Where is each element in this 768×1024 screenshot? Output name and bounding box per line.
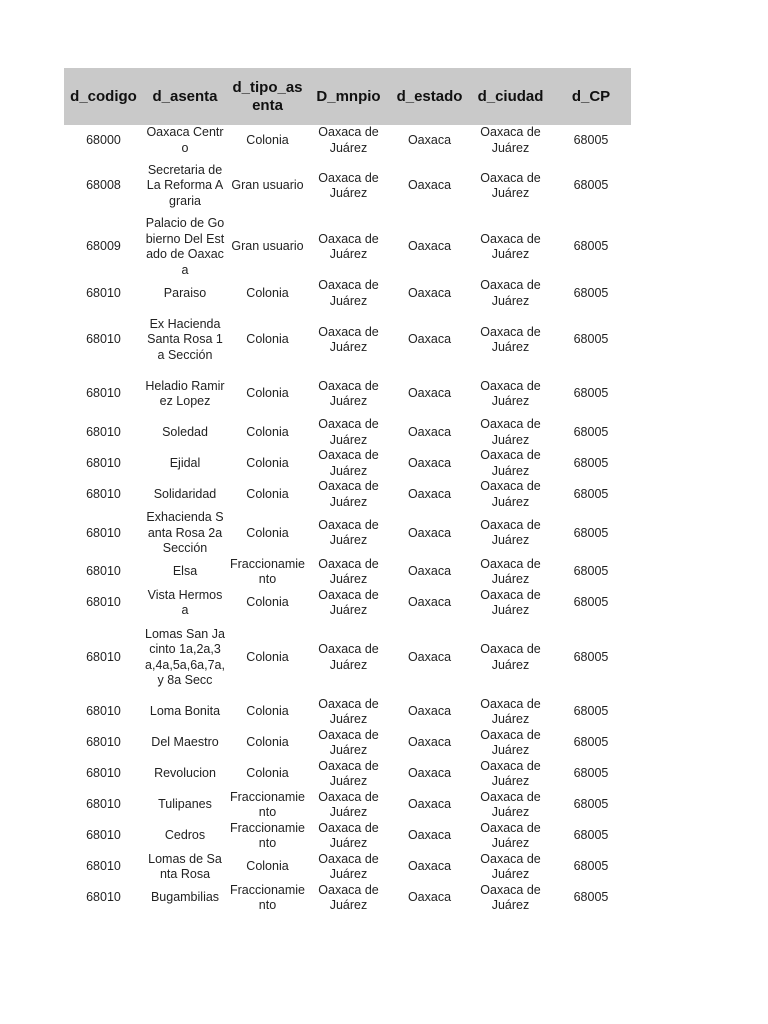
cell-d-cp: 68005 xyxy=(573,424,609,439)
cell-d-asenta: Del Maestro xyxy=(151,735,219,750)
cell-d-mnpio: Oaxaca de Juárez xyxy=(318,231,379,261)
cell-d-asenta: Revolucion xyxy=(154,766,216,781)
table-row xyxy=(64,883,631,914)
cell-d-asenta: Exhacienda Santa Rosa 2a Sección xyxy=(146,510,224,555)
cell-d-codigo: 68010 xyxy=(86,735,121,750)
cell-d-estado: Oaxaca xyxy=(407,178,452,193)
cell-d-cp: 68005 xyxy=(573,766,609,781)
cell-d-ciudad: Oaxaca de Juárez xyxy=(480,851,541,881)
header-d-tipo-asenta: d_tipo_as enta xyxy=(227,68,308,125)
cell-d-ciudad: Oaxaca de Juárez xyxy=(480,642,541,672)
header-row xyxy=(64,68,631,125)
cell-d-cp: 68005 xyxy=(573,735,609,750)
cell-d-tipo-asenta: Fraccionamie nto xyxy=(229,556,306,586)
cell-d-mnpio: Oaxaca de Juárez xyxy=(318,696,379,726)
cell-d-ciudad: Oaxaca de Juárez xyxy=(480,417,541,447)
cell-d-ciudad: Oaxaca de Juárez xyxy=(480,727,541,757)
postal-code-table-page xyxy=(64,68,631,914)
table-row xyxy=(64,821,631,852)
cell-d-tipo-asenta: Fraccionamie nto xyxy=(229,820,306,850)
cell-d-mnpio: Oaxaca de Juárez xyxy=(318,479,379,509)
cell-d-asenta: Lomas San Jacinto 1a,2a,3a,4a,5a,6a,7a, y 8a Secc xyxy=(145,626,225,687)
cell-d-codigo: 68010 xyxy=(86,564,121,579)
table-row xyxy=(64,588,631,619)
cell-d-mnpio: Oaxaca de Juárez xyxy=(318,448,379,478)
cell-d-mnpio: Oaxaca de Juárez xyxy=(318,727,379,757)
cell-d-cp: 68005 xyxy=(573,649,609,664)
cell-d-ciudad: Oaxaca de Juárez xyxy=(480,820,541,850)
cell-d-codigo: 68010 xyxy=(86,525,121,540)
cell-d-mnpio: Oaxaca de Juárez xyxy=(318,820,379,850)
cell-d-mnpio: Oaxaca de Juárez xyxy=(318,324,379,354)
cell-d-cp: 68005 xyxy=(573,332,609,347)
header-d-codigo: d_codigo xyxy=(64,68,143,125)
cell-d-estado: Oaxaca xyxy=(407,285,452,300)
table-row xyxy=(64,759,631,790)
cell-d-tipo-asenta: Gran usuario xyxy=(231,239,304,254)
cell-d-mnpio: Oaxaca de Juárez xyxy=(318,278,379,308)
cell-d-cp: 68005 xyxy=(573,386,609,401)
cell-d-tipo-asenta: Colonia xyxy=(246,525,289,540)
cell-d-codigo: 68010 xyxy=(86,386,121,401)
table-row xyxy=(64,371,631,417)
table-header xyxy=(64,68,631,125)
cell-d-asenta: Secretaria de La Reforma Agraria xyxy=(146,162,224,208)
cell-d-mnpio: Oaxaca de Juárez xyxy=(318,851,379,881)
cell-d-cp: 68005 xyxy=(573,595,609,610)
cell-d-codigo: 68009 xyxy=(86,239,121,254)
cell-d-ciudad: Oaxaca de Juárez xyxy=(480,231,541,261)
cell-d-ciudad: Oaxaca de Juárez xyxy=(480,378,541,408)
postal-code-table xyxy=(64,68,631,914)
cell-d-tipo-asenta: Fraccionamie nto xyxy=(229,882,306,912)
cell-d-asenta: Lomas de Santa Rosa xyxy=(148,851,222,881)
cell-d-cp: 68005 xyxy=(573,525,609,540)
cell-d-mnpio: Oaxaca de Juárez xyxy=(318,125,379,155)
cell-d-estado: Oaxaca xyxy=(407,595,452,610)
cell-d-asenta: Oaxaca Centro xyxy=(146,125,224,155)
table-row xyxy=(64,448,631,479)
cell-d-estado: Oaxaca xyxy=(407,890,452,905)
cell-d-estado: Oaxaca xyxy=(407,386,452,401)
table-row xyxy=(64,619,631,697)
cell-d-codigo: 68010 xyxy=(86,595,121,610)
cell-d-estado: Oaxaca xyxy=(407,735,452,750)
cell-d-codigo: 68010 xyxy=(86,455,121,470)
cell-d-ciudad: Oaxaca de Juárez xyxy=(480,448,541,478)
cell-d-mnpio: Oaxaca de Juárez xyxy=(318,587,379,617)
cell-d-asenta: Tulipanes xyxy=(158,797,212,812)
cell-d-estado: Oaxaca xyxy=(407,797,452,812)
cell-d-estado: Oaxaca xyxy=(407,486,452,501)
cell-d-estado: Oaxaca xyxy=(407,564,452,579)
cell-d-cp: 68005 xyxy=(573,564,609,579)
cell-d-cp: 68005 xyxy=(573,486,609,501)
cell-d-asenta: Ejidal xyxy=(169,455,201,470)
cell-d-cp: 68005 xyxy=(573,239,609,254)
cell-d-asenta: Heladio Ramirez Lopez xyxy=(145,378,225,408)
cell-d-tipo-asenta: Colonia xyxy=(246,735,289,750)
cell-d-asenta: Palacio de Gobierno Del Estado de Oaxaca xyxy=(145,216,225,277)
cell-d-codigo: 68010 xyxy=(86,766,121,781)
table-row xyxy=(64,790,631,821)
cell-d-estado: Oaxaca xyxy=(407,525,452,540)
header-d-estado: d_estado xyxy=(389,68,470,125)
cell-d-estado: Oaxaca xyxy=(407,332,452,347)
cell-d-ciudad: Oaxaca de Juárez xyxy=(480,278,541,308)
cell-d-codigo: 68000 xyxy=(86,132,121,147)
cell-d-tipo-asenta: Colonia xyxy=(246,132,289,147)
cell-d-mnpio: Oaxaca de Juárez xyxy=(318,758,379,788)
cell-d-estado: Oaxaca xyxy=(407,424,452,439)
cell-d-asenta: Soledad xyxy=(162,424,208,439)
cell-d-asenta: Elsa xyxy=(172,564,198,579)
cell-d-ciudad: Oaxaca de Juárez xyxy=(480,170,541,200)
cell-d-asenta: Vista Hermosa xyxy=(147,587,223,617)
header-d-cp: d_CP xyxy=(551,68,631,125)
table-row xyxy=(64,216,631,278)
cell-d-tipo-asenta: Colonia xyxy=(246,486,289,501)
cell-d-estado: Oaxaca xyxy=(407,132,452,147)
cell-d-codigo: 68010 xyxy=(86,890,121,905)
cell-d-codigo: 68010 xyxy=(86,285,121,300)
table-row xyxy=(64,557,631,588)
cell-d-asenta: Ex Hacienda Santa Rosa 1a Sección xyxy=(147,316,223,362)
table-row xyxy=(64,309,631,371)
table-row xyxy=(64,479,631,510)
header-d-mnpio: D_mnpio xyxy=(308,68,389,125)
cell-d-tipo-asenta: Colonia xyxy=(246,424,289,439)
cell-d-cp: 68005 xyxy=(573,132,609,147)
cell-d-cp: 68005 xyxy=(573,178,609,193)
cell-d-cp: 68005 xyxy=(573,704,609,719)
cell-d-codigo: 68010 xyxy=(86,424,121,439)
cell-d-ciudad: Oaxaca de Juárez xyxy=(480,556,541,586)
table-row xyxy=(64,417,631,448)
cell-d-cp: 68005 xyxy=(573,859,609,874)
cell-d-mnpio: Oaxaca de Juárez xyxy=(318,642,379,672)
header-d-asenta: d_asenta xyxy=(143,68,227,125)
cell-d-tipo-asenta: Colonia xyxy=(246,766,289,781)
cell-d-mnpio: Oaxaca de Juárez xyxy=(318,556,379,586)
cell-d-estado: Oaxaca xyxy=(407,859,452,874)
cell-d-estado: Oaxaca xyxy=(407,649,452,664)
cell-d-ciudad: Oaxaca de Juárez xyxy=(480,517,541,548)
cell-d-asenta: Paraiso xyxy=(163,285,207,300)
table-row xyxy=(64,852,631,883)
cell-d-ciudad: Oaxaca de Juárez xyxy=(480,125,541,155)
table-body xyxy=(64,125,631,914)
cell-d-tipo-asenta: Colonia xyxy=(246,386,289,401)
cell-d-ciudad: Oaxaca de Juárez xyxy=(480,789,541,819)
cell-d-cp: 68005 xyxy=(573,797,609,812)
cell-d-mnpio: Oaxaca de Juárez xyxy=(318,378,379,408)
cell-d-ciudad: Oaxaca de Juárez xyxy=(480,758,541,788)
cell-d-codigo: 68010 xyxy=(86,704,121,719)
cell-d-codigo: 68008 xyxy=(86,178,121,193)
table-row xyxy=(64,156,631,216)
table-row xyxy=(64,697,631,728)
cell-d-codigo: 68010 xyxy=(86,797,121,812)
cell-d-codigo: 68010 xyxy=(86,332,121,347)
cell-d-ciudad: Oaxaca de Juárez xyxy=(480,696,541,726)
cell-d-asenta: Loma Bonita xyxy=(149,704,221,719)
cell-d-codigo: 68010 xyxy=(86,649,121,664)
cell-d-tipo-asenta: Colonia xyxy=(246,285,289,300)
cell-d-tipo-asenta: Colonia xyxy=(246,649,289,664)
cell-d-asenta: Solidaridad xyxy=(153,486,217,501)
cell-d-ciudad: Oaxaca de Juárez xyxy=(480,324,541,354)
cell-d-codigo: 68010 xyxy=(86,859,121,874)
table-row xyxy=(64,278,631,309)
cell-d-ciudad: Oaxaca de Juárez xyxy=(480,587,541,617)
cell-d-tipo-asenta: Colonia xyxy=(246,859,289,874)
cell-d-estado: Oaxaca xyxy=(407,704,452,719)
cell-d-tipo-asenta: Fraccionamie nto xyxy=(229,789,306,819)
cell-d-estado: Oaxaca xyxy=(407,239,452,254)
cell-d-codigo: 68010 xyxy=(86,486,121,501)
cell-d-tipo-asenta: Gran usuario xyxy=(231,178,304,193)
header-d-ciudad: d_ciudad xyxy=(470,68,551,125)
cell-d-mnpio: Oaxaca de Juárez xyxy=(318,170,379,200)
cell-d-tipo-asenta: Colonia xyxy=(246,332,289,347)
cell-d-cp: 68005 xyxy=(573,890,609,905)
cell-d-cp: 68005 xyxy=(573,285,609,300)
cell-d-cp: 68005 xyxy=(573,828,609,843)
cell-d-mnpio: Oaxaca de Juárez xyxy=(318,417,379,447)
cell-d-asenta: Bugambilias xyxy=(150,890,220,905)
cell-d-tipo-asenta: Colonia xyxy=(246,595,289,610)
table-row xyxy=(64,510,631,557)
cell-d-cp: 68005 xyxy=(573,455,609,470)
cell-d-estado: Oaxaca xyxy=(407,455,452,470)
cell-d-tipo-asenta: Colonia xyxy=(246,455,289,470)
cell-d-mnpio: Oaxaca de Juárez xyxy=(318,882,379,912)
cell-d-tipo-asenta: Colonia xyxy=(246,704,289,719)
cell-d-mnpio: Oaxaca de Juárez xyxy=(318,789,379,819)
cell-d-mnpio: Oaxaca de Juárez xyxy=(318,517,379,548)
cell-d-asenta: Cedros xyxy=(164,828,206,843)
cell-d-codigo: 68010 xyxy=(86,828,121,843)
cell-d-ciudad: Oaxaca de Juárez xyxy=(480,882,541,912)
cell-d-estado: Oaxaca xyxy=(407,828,452,843)
table-row xyxy=(64,125,631,156)
cell-d-estado: Oaxaca xyxy=(407,766,452,781)
table-row xyxy=(64,728,631,759)
cell-d-ciudad: Oaxaca de Juárez xyxy=(480,479,541,509)
